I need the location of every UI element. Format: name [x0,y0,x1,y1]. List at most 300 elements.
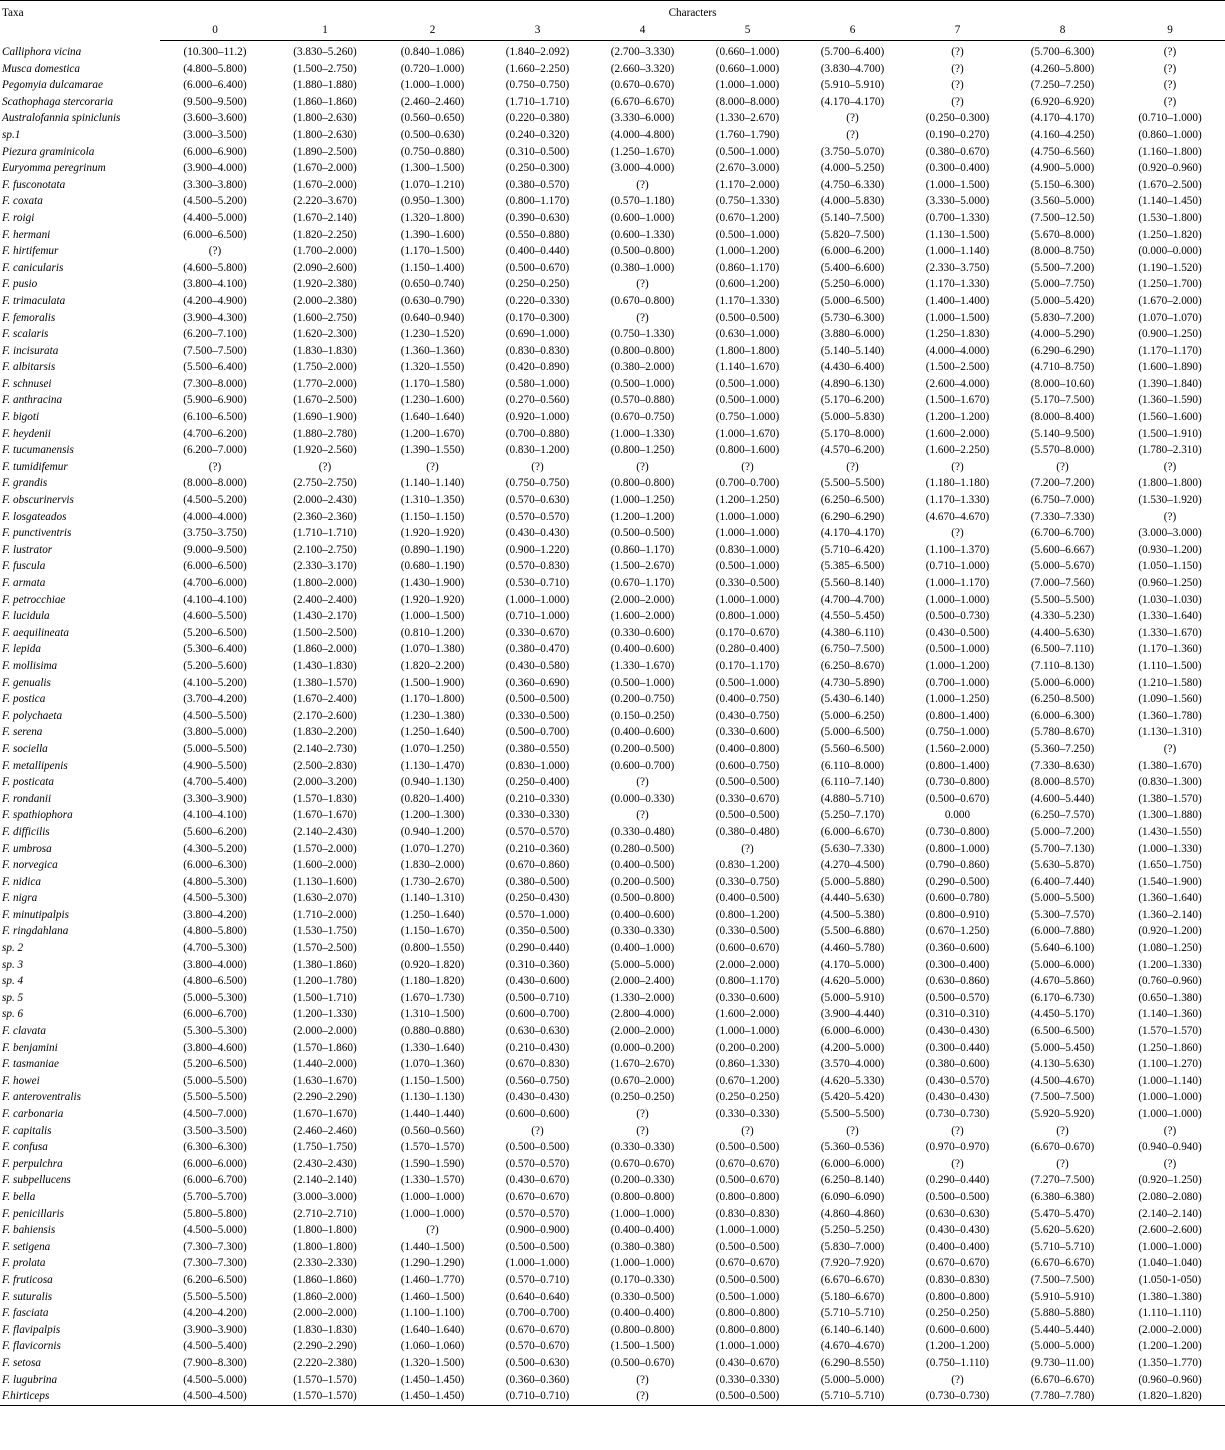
table-row [0,475,1225,492]
character-value-6: (5.710–5.710) [820,1307,885,1320]
taxon-name: F. heydenii [2,427,51,440]
column-header-1: 1 [270,24,380,41]
character-value-8: (5.000–7.200) [1030,825,1095,838]
character-value-0: (4.600–5.800) [183,261,247,274]
character-value-0: (3.500–3.500) [183,1124,247,1137]
character-value-9: (1.170–1.360) [1138,643,1202,656]
character-value-2: (1.320–1.550) [400,361,465,374]
character-value-9: (3.000–3.000) [1138,527,1202,540]
character-value-4: (0.600–1.330) [610,228,675,241]
column-header-9: 9 [1115,24,1225,41]
character-value-9: (0.920–0.960) [1138,162,1202,175]
character-value-9: (1.090–1.560) [1138,693,1202,706]
character-value-2: (1.440–1.440) [400,1108,465,1120]
character-value-8: (6.290–6.290) [1030,344,1095,357]
character-value-9: (1.330–1.670) [1138,626,1202,639]
character-value-8: (5.710–5.710) [1030,1240,1095,1253]
character-value-6: (4.750–6.330) [820,178,885,191]
character-value-6: (4.860–4.860) [820,1207,885,1220]
character-value-7: (1.180–1.180) [925,477,990,490]
character-value-9: (1.030–1.030) [1138,593,1202,606]
character-value-2: (1.230–1.520) [400,328,465,341]
character-value-7: (0.310–0.310) [925,1008,990,1021]
character-value-1: (1.670–2.140) [293,211,357,224]
character-value-9: (0.960–1.250) [1138,577,1202,589]
character-value-0: (4.900–5.500) [183,759,247,772]
taxon-name: F. setigena [2,1240,51,1253]
character-value-5: (0.400–0.500) [715,892,780,905]
character-value-5: (0.330–0.600) [715,991,780,1004]
character-value-1: (2.330–2.330) [293,1257,357,1270]
character-value-4: (1.670–2.670) [610,1058,675,1071]
character-value-0: (5.300–6.400) [183,643,247,656]
character-value-0: (6.200–7.000) [183,444,247,457]
taxon-name: F. lustrator [2,543,53,556]
taxon-name: Euryomma peregrinum [2,162,106,175]
character-value-4: (0.500–1.000) [610,377,675,390]
character-value-8: (6.400–7.440) [1030,875,1095,888]
character-value-7: (0.500–0.670) [925,792,990,805]
character-value-0: (6.000–6.500) [183,228,247,241]
table-row [0,260,1225,277]
character-value-6: (5.140–7.500) [820,211,885,224]
character-value-6: (5.730–6.300) [820,311,885,324]
taxon-name: F. umbrosa [2,842,52,855]
character-value-2: (1.000–1.000) [400,1190,465,1203]
table-row [0,1172,1225,1189]
character-value-8: (5.630–5.870) [1030,859,1095,872]
character-value-6: (6.670–6.670) [820,1273,885,1286]
character-value-8: (5.440–5.440) [1030,1323,1095,1336]
character-value-8: (7.330–7.330) [1030,510,1095,523]
character-value-1: (2.140–2.730) [293,742,357,755]
taxon-name: F. ringdahlana [2,925,69,938]
character-value-7: (0.800–0.910) [925,908,990,921]
character-value-3: (0.330–0.330) [505,809,570,822]
character-value-6: (6.090–6.090) [820,1190,885,1203]
character-value-8: (7.780–7.780) [1010,1388,1115,1405]
character-value-8: (6.500–6.500) [1030,1025,1095,1038]
character-value-0: (7.900–8.300) [183,1356,247,1369]
taxon-name: F. obscurinervis [2,494,74,507]
character-value-6: (4.670–4.670) [820,1340,885,1353]
character-value-4: (0.400–0.500) [610,859,675,872]
character-value-4: (1.330–2.000) [610,991,675,1004]
character-value-1: (2.090–2.600) [293,261,357,274]
character-value-9: (2.000–2.000) [1138,1323,1202,1336]
character-value-0: (6.000–6.900) [183,145,247,158]
character-value-9: (?) [1163,95,1177,108]
character-value-5: (1.140–1.670) [715,361,780,374]
character-value-9: (0.960–0.960) [1138,1373,1202,1386]
character-value-9: (1.200–1.330) [1138,958,1202,971]
taxon-name: F. losgateados [2,510,67,523]
character-value-7: (0.400–0.400) [925,1240,990,1253]
character-value-3: (0.570–0.570) [505,1207,570,1220]
character-value-2: (0.650–0.740) [400,278,465,291]
character-value-7: (0.250–0.300) [925,112,990,125]
character-value-6: (5.180–6.670) [820,1290,885,1303]
character-value-1: (1.620–2.300) [293,328,357,341]
taxon-name: F.hirticeps [0,1388,160,1405]
character-value-9: (2.140–2.140) [1138,1207,1202,1220]
character-value-4: (2.800–4.000) [610,1008,675,1021]
character-value-1: (1.570–1.860) [293,1041,357,1054]
character-value-1: (1.880–2.780) [293,427,357,440]
character-value-3: (0.570–0.710) [505,1273,570,1286]
character-value-2: (1.250–1.640) [400,726,465,739]
character-value-6: (5.710–6.420) [820,543,885,556]
column-header-8: 8 [1010,24,1115,41]
character-value-2: (0.500–0.630) [400,128,465,141]
character-value-4: (?) [636,1108,649,1120]
character-value-1: (2.000–2.000) [293,1025,357,1038]
character-value-7: (1.000–1.140) [925,245,990,258]
character-value-6: (3.570–4.000) [820,1058,885,1071]
character-value-9: (1.100–1.270) [1138,1058,1202,1071]
character-value-8: (7.330–8.630) [1030,759,1095,772]
character-value-6: (?) [846,128,859,141]
character-value-6: (5.400–6.600) [820,261,885,274]
character-value-5: (1.170–2.000) [715,178,780,191]
character-value-1: (2.170–2.600) [293,709,357,722]
character-value-7: (1.600–2.000) [925,427,990,440]
taxon-name: F. flavipalpis [2,1323,61,1336]
character-value-2: (1.320–1.800) [400,211,465,224]
character-value-6: (5.500–5.500) [820,477,885,490]
character-value-1: (1.800–2.630) [293,128,357,141]
character-value-4: (0.500–1.000) [610,676,675,689]
character-value-0: (5.300–5.300) [183,1025,247,1038]
table-row [0,177,1225,194]
character-value-8: (6.670–6.670) [1030,1257,1095,1270]
character-value-5: (0.330–0.750) [715,875,780,888]
character-value-2: (1.640–1.640) [400,1323,465,1336]
character-value-6: (4.620–5.330) [820,1074,885,1087]
taxon-name: F. fasciata [2,1307,49,1320]
character-value-2: (1.000–1.500) [400,610,465,623]
character-value-6: (5.430–6.140) [820,693,885,706]
character-value-6: (6.000–6.000) [820,1025,885,1038]
character-value-9: (1.360–1.590) [1138,394,1202,407]
character-value-6: (4.620–5.000) [820,975,885,988]
taxon-name: sp. 4 [2,975,24,988]
character-value-6: (4.500–5.380) [820,908,885,921]
character-value-1: (2.220–2.380) [293,1356,357,1369]
character-value-0: (3.700–4.200) [183,693,247,706]
character-value-7: (1.400–1.400) [925,294,990,307]
character-value-9: (1.050-1-050) [1138,1273,1202,1286]
table-row [0,1206,1225,1223]
character-value-4: (3.000–4.000) [610,162,675,175]
table-row [0,227,1225,244]
character-value-0: (3.900–4.300) [183,311,247,324]
character-value-7: (0.500–0.500) [925,1190,990,1203]
character-value-1: (1.630–1.670) [293,1074,357,1087]
character-value-8: (5.000–5.500) [1030,892,1095,905]
character-value-8: (5.670–8.000) [1030,228,1095,241]
character-value-0: (4.700–5.300) [183,942,247,955]
character-value-2: (1.460–1.500) [400,1290,465,1303]
character-value-5: (0.500–0.500) [715,776,780,789]
character-value-2: (?) [426,1224,439,1237]
taxon-name: F. lucidula [2,610,50,623]
table-row [0,824,1225,841]
character-value-4: (0.000–0.330) [610,792,675,805]
character-value-4: (0.200–0.500) [610,875,675,888]
character-value-9: (1.000–1.000) [1138,1240,1202,1253]
character-value-4: (1.000–1.000) [610,1257,675,1270]
table-row [0,724,1225,741]
character-value-1: (1.800–1.800) [293,1224,357,1237]
character-value-4: (0.200–0.330) [610,1174,675,1187]
character-value-5: (0.200–0.200) [715,1041,780,1054]
character-value-1: (1.800–1.800) [293,1240,357,1253]
character-value-4: (0.500–0.800) [610,892,675,905]
character-value-3: (0.210–0.360) [505,842,570,855]
taxon-name: F. anthracina [2,394,63,407]
character-value-3: (0.500–0.500) [505,1240,570,1253]
character-value-3: (0.640–0.640) [505,1290,570,1303]
character-value-8: (6.700–6.700) [1030,527,1095,540]
character-value-1: (1.670–2.400) [293,693,357,706]
character-value-5: (0.500–0.500) [715,1273,780,1286]
table-row [0,1305,1225,1322]
character-value-4: (0.500–0.800) [610,245,675,258]
character-value-3: (0.700–0.880) [505,427,570,440]
character-value-8: (4.750–6.560) [1030,145,1095,158]
character-value-6: (4.170–4.170) [820,95,885,108]
character-value-2: (0.940–1.200) [400,825,465,838]
character-value-0: (5.900–6.900) [183,394,247,407]
character-value-0: (4.100–4.100) [183,593,247,606]
character-value-2: (1.070–1.360) [400,1058,465,1071]
column-header-2: 2 [380,24,485,41]
character-value-4: (0.800–1.250) [610,444,675,457]
character-value-3: (0.240–0.320) [505,128,570,141]
character-value-9: (1.380–1.570) [1138,792,1202,805]
table-row [0,957,1225,974]
character-value-4: (0.380–1.000) [610,261,675,274]
character-value-5: (0.700–0.700) [715,477,780,490]
character-value-8: (5.170–7.500) [1030,394,1095,407]
character-value-6: (4.880–5.710) [820,792,885,805]
character-value-9: (0.710–1.000) [1138,112,1202,125]
character-value-0: (3.000–3.500) [183,128,247,141]
character-value-6: (3.900–4.440) [820,1008,885,1021]
character-value-2: (1.000–1.000) [400,1207,465,1220]
character-value-6: (5.170–6.200) [820,394,885,407]
character-value-2: (1.000–1.000) [400,79,465,92]
character-value-2: (1.150–1.500) [400,1074,465,1087]
table-row [0,127,1225,144]
character-value-3: (0.920–1.000) [505,411,570,424]
character-value-6: (7.920–7.920) [820,1257,885,1270]
character-value-6: (5.140–5.140) [820,344,885,357]
character-value-6: (5.250–6.000) [820,278,885,291]
character-value-4: (1.330–1.670) [610,659,675,672]
character-value-3: (0.750–0.750) [505,477,570,490]
taxon-name: F. femoralis [2,311,56,324]
character-value-8: (5.000–5.450) [1030,1041,1095,1054]
character-value-9: (0.920–1.250) [1138,1174,1202,1187]
character-value-9: (1.330–1.640) [1138,610,1202,623]
character-value-1: (1.670–2.000) [293,162,357,175]
character-value-5: (0.600–1.200) [715,278,780,291]
character-value-7: (1.000–1.500) [925,178,990,191]
character-value-7: (0.830–0.830) [925,1273,990,1286]
character-value-1: (1.570–2.500) [293,942,357,955]
character-value-8: (5.500–5.500) [1030,593,1095,606]
character-value-4: (?) [636,460,649,473]
taxon-name: F. capitalis [2,1124,52,1137]
character-value-5: (1.000–1.000) [715,527,780,540]
character-value-2: (0.880–0.880) [400,1025,465,1038]
character-value-4: (1.200–1.200) [610,510,675,523]
character-value-3: (?) [531,460,544,473]
character-value-2: (0.840–1.086) [400,46,465,58]
character-value-2: (0.800–1.550) [400,942,465,955]
character-value-2: (1.310–1.500) [400,1008,465,1021]
character-value-7: (0.250–0.250) [925,1307,990,1320]
character-value-5: (0.860–1.330) [715,1058,780,1071]
character-value-1: (1.570–1.570) [270,1388,380,1405]
character-value-1: (1.600–2.000) [293,859,357,872]
character-value-0: (9.500–9.500) [183,95,247,108]
character-value-7: (0.430–0.430) [925,1025,990,1038]
taxon-name: F. tucumanensis [2,444,74,457]
table-row [0,641,1225,658]
character-value-8: (7.250–7.250) [1030,79,1095,92]
taxon-name: F. subpellucens [2,1174,71,1187]
character-value-1: (2.290–2.290) [293,1091,357,1104]
character-value-5: (0.800–1.170) [715,975,780,988]
character-value-8: (6.000–7.880) [1030,925,1095,938]
character-value-8: (5.000–5.000) [1030,1340,1095,1353]
character-value-6: (6.290–8.550) [820,1356,885,1369]
character-value-7: (0.790–0.860) [925,859,990,872]
character-value-2: (0.750–0.880) [400,145,465,158]
character-value-7: (0.800–1.400) [925,759,990,772]
character-value-1: (1.860–2.000) [293,643,357,656]
character-value-8: (5.910–5.910) [1030,1290,1095,1303]
character-value-9: (?) [1163,62,1177,75]
character-value-2: (1.130–1.130) [400,1091,465,1104]
character-value-7: (0.290–0.500) [925,875,990,888]
character-value-1: (3.830–5.260) [293,46,357,58]
character-value-0: (?) [208,245,222,258]
character-value-1: (2.330–3.170) [293,560,357,573]
character-value-5: (0.660–1.000) [715,62,780,75]
character-value-1: (2.430–2.430) [293,1157,357,1170]
character-value-4: (0.600–0.700) [610,759,675,772]
character-value-2: (1.070–1.380) [400,643,465,656]
character-value-2: (0.560–0.650) [400,112,465,125]
table-row [0,791,1225,808]
character-value-3: (0.830–1.000) [505,759,570,772]
character-value-9: (1.000–1.000) [1138,1108,1202,1120]
character-value-3: (0.570–1.000) [505,908,570,921]
character-value-1: (1.430–1.830) [293,659,357,672]
character-value-3: (0.380–0.500) [505,875,570,888]
character-value-2: (1.060–1.060) [400,1340,465,1353]
character-value-5: (0.170–0.670) [715,626,780,639]
character-value-6: (4.270–4.500) [820,859,885,872]
table-row [0,1156,1225,1173]
character-value-0: (6.300–6.300) [183,1141,247,1154]
character-value-3: (0.630–0.630) [505,1025,570,1038]
character-value-9: (1.380–1.670) [1138,759,1202,772]
character-value-5: (1.600–2.000) [715,1008,780,1021]
character-value-5: (0.250–0.250) [715,1091,780,1104]
character-value-0: (4.000–4.000) [183,510,247,523]
character-value-3: (0.290–0.440) [505,942,570,955]
character-value-3: (0.670–0.830) [505,1058,570,1071]
character-value-3: (1.840–2.092) [505,46,570,58]
character-value-0: (6.000–6.700) [183,1008,247,1021]
character-value-4: (0.330–0.480) [610,825,675,838]
character-value-7: (1.100–1.370) [925,543,990,556]
character-value-0: (6.200–7.100) [183,328,247,341]
character-value-5: (1.000–1.000) [715,1025,780,1038]
character-value-7: (1.000–1.200) [925,659,990,672]
table-row [0,210,1225,227]
character-value-1: (1.380–1.570) [293,676,357,689]
character-value-8: (5.780–8.670) [1030,726,1095,739]
character-value-7: (0.600–0.780) [925,892,990,905]
character-value-8: (7.110–8.130) [1031,659,1094,672]
character-value-1: (1.880–1.880) [293,79,357,92]
character-value-0: (7.300–8.000) [183,377,247,390]
character-value-7: (0.430–0.430) [925,1224,990,1237]
character-value-4: (0.800–0.800) [610,1323,675,1336]
table-row [0,940,1225,957]
character-value-2: (0.890–1.190) [400,543,465,556]
taxon-name: F. fusconotata [2,178,66,191]
character-value-3: (0.330–0.500) [505,709,570,722]
character-value-1: (1.750–1.750) [293,1141,357,1154]
character-value-0: (4.700–6.200) [183,427,247,440]
character-value-7: (?) [951,527,964,540]
character-value-4: (?) [636,776,649,789]
character-value-5: (0.430–0.670) [715,1356,780,1369]
character-value-6: (?) [846,112,859,125]
table-body [0,41,1225,1406]
table-row [0,1372,1225,1389]
character-value-7: (1.000–1.250) [925,693,990,706]
character-value-0: (6.000–6.400) [183,79,247,92]
character-value-5: (1.000–1.000) [715,1340,780,1353]
character-value-5: (0.800–0.800) [715,1307,780,1320]
table-row [0,1089,1225,1106]
character-value-0: (3.800–4.100) [183,278,247,291]
table-row [0,1239,1225,1256]
character-value-7: (0.750–1.110) [926,1356,989,1369]
table-row [0,77,1225,94]
character-value-3: (0.310–0.500) [505,145,570,158]
character-value-8: (?) [1056,1124,1069,1137]
character-value-6: (4.200–5.000) [820,1041,885,1054]
character-value-7: (0.430–0.500) [925,626,990,639]
character-value-2: (2.460–2.460) [400,95,465,108]
character-value-2: (1.150–1.150) [400,510,465,523]
column-header-6: 6 [800,24,905,41]
character-value-1: (1.630–2.070) [293,892,357,905]
taxon-name: F. tumidifemur [2,460,68,473]
character-value-0: (3.300–3.900) [183,792,247,805]
character-value-7: (?) [951,1373,964,1386]
character-value-9: (0.650–1.380) [1138,991,1202,1004]
